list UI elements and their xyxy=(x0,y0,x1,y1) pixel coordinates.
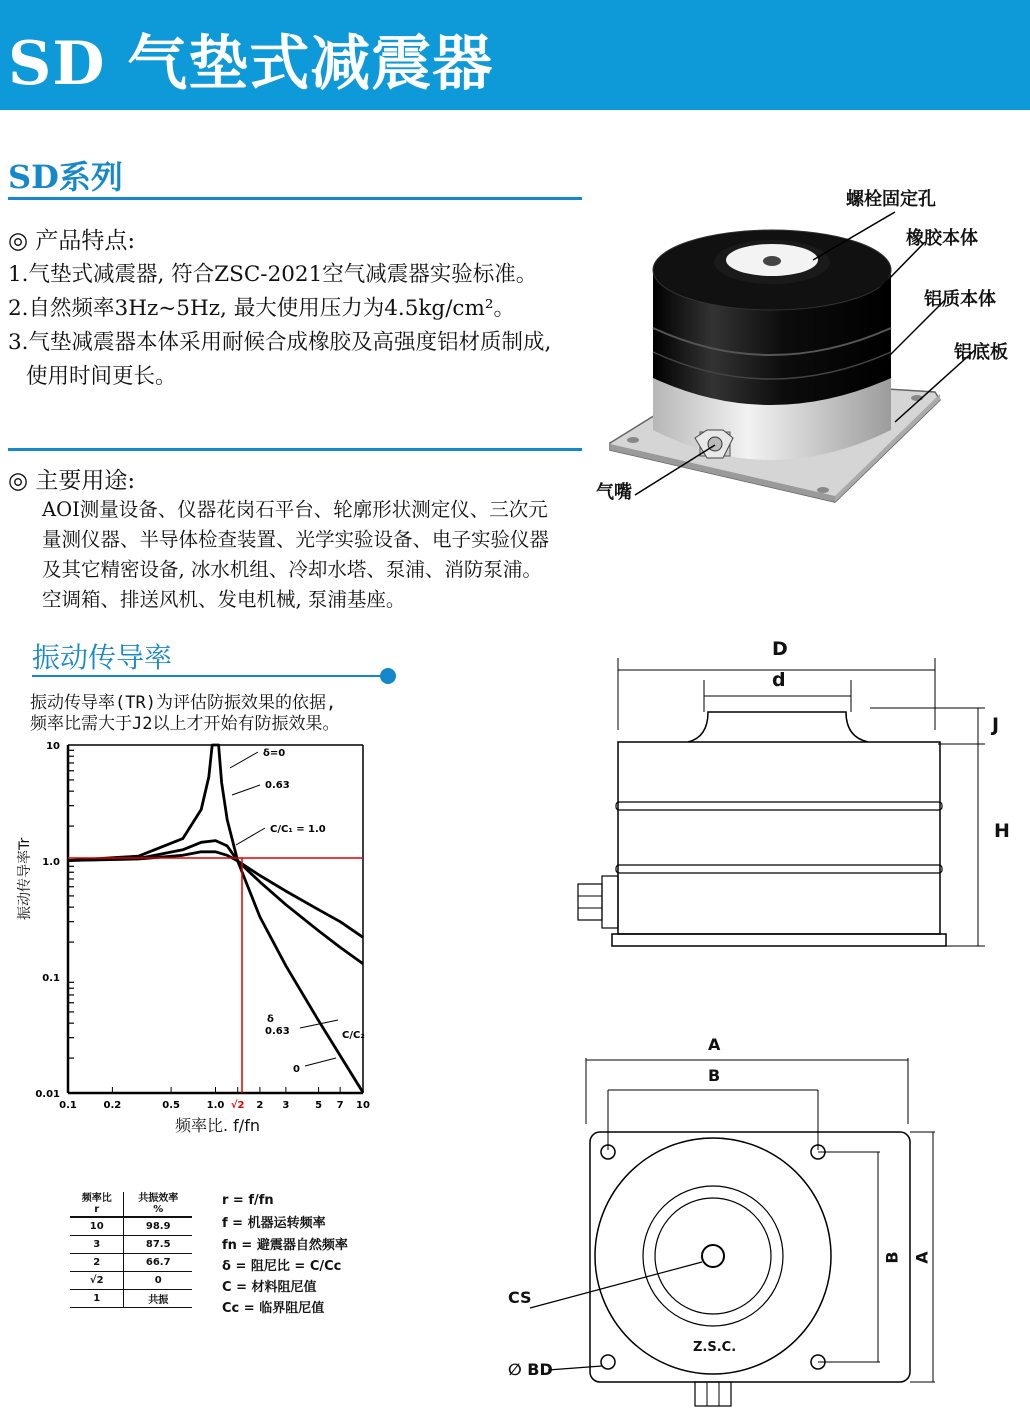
annot-cc2: C/C₂ xyxy=(342,1030,365,1041)
callout-rubber-body: 橡胶本体 xyxy=(906,228,978,249)
legend-line: fn = 避震器自然频率 xyxy=(222,1238,348,1253)
y-tick-label: 0.1 xyxy=(42,973,60,984)
dim-A-top: A xyxy=(708,1035,721,1054)
tr-table xyxy=(70,1192,192,1308)
y-axis-label: 振动传导率Tr xyxy=(17,837,33,920)
table-row xyxy=(70,1217,192,1236)
side-view-drawing xyxy=(570,640,1020,960)
table-row xyxy=(70,1272,192,1290)
feature-item: 1.气垫式减震器, 符合ZSC-2021空气减震器实验标准。 xyxy=(8,262,538,287)
series-title: SD系列 xyxy=(8,158,123,196)
annot-063b: 0.63 xyxy=(265,1026,290,1037)
table-cell: 1 xyxy=(70,1290,124,1308)
header-banner xyxy=(0,0,1030,110)
table-cell: 87.5 xyxy=(124,1236,192,1254)
table-header-row xyxy=(70,1192,192,1217)
y-tick-label: 1.0 xyxy=(42,857,60,868)
table-cell: 3 xyxy=(70,1236,124,1254)
x-tick-label: 10 xyxy=(356,1100,370,1111)
dim-B-top: B xyxy=(708,1066,721,1085)
annot-zero: 0 xyxy=(293,1064,300,1075)
feature-item: 使用时间更长。 xyxy=(26,364,177,389)
annot-063: 0.63 xyxy=(265,780,290,791)
dim-H: H xyxy=(994,820,1010,842)
dim-D: D xyxy=(772,638,788,660)
dim-A-side: A xyxy=(912,1251,932,1264)
table-row xyxy=(70,1290,192,1308)
annot-delta: δ xyxy=(267,1014,274,1025)
legend-line: δ = 阻尼比 = C/Cc xyxy=(222,1259,342,1274)
dim-CS: CS xyxy=(508,1288,532,1307)
table-cell: 98.9 xyxy=(124,1217,192,1236)
dim-J: J xyxy=(992,714,1000,736)
vibration-desc: 频率比需大于J2以上才开始有防振效果。 xyxy=(30,714,340,734)
leader xyxy=(236,828,265,845)
table-row xyxy=(70,1236,192,1254)
vibration-divider xyxy=(32,675,382,677)
table-cell: 0 xyxy=(124,1272,192,1290)
use-line: 空调箱、排送风机、发电机械, 泵浦基座。 xyxy=(42,588,406,611)
table-row xyxy=(70,1254,192,1272)
annot-cc1: C/C₁ = 1.0 xyxy=(270,824,326,835)
callout-bolt-hole: 螺栓固定孔 xyxy=(846,189,936,210)
features-title: ◎ 产品特点: xyxy=(8,228,136,254)
x-tick-label: 0.5 xyxy=(162,1100,180,1111)
x-tick-label: 0.1 xyxy=(59,1100,77,1111)
leader xyxy=(232,785,260,795)
page-title: SD 气垫式减震器 xyxy=(8,29,494,99)
x-tick-label: 1.0 xyxy=(206,1100,225,1111)
x-tick-label: 7 xyxy=(336,1100,344,1111)
feature-item: 3.气垫减震器本体采用耐候合成橡胶及高强度铝材质制成, xyxy=(8,330,552,355)
divider-dot xyxy=(380,668,396,684)
series-divider xyxy=(8,197,582,200)
table-header-cell: 共振效率 % xyxy=(124,1192,192,1217)
brand-mark: Z.S.C. xyxy=(693,1340,737,1355)
table-cell: 10 xyxy=(70,1217,124,1236)
x-tick-label: 0.2 xyxy=(103,1100,122,1111)
leader xyxy=(305,1058,336,1066)
legend-line: Cc = 临界阻尼值 xyxy=(222,1301,325,1316)
table-cell: 共振 xyxy=(124,1290,192,1308)
uses-title: ◎ 主要用途: xyxy=(8,468,136,494)
table-cell: 66.7 xyxy=(124,1254,192,1272)
x-tick-label: 3 xyxy=(282,1100,290,1111)
feature-item: 2.自然频率3Hz~5Hz, 最大使用压力为4.5kg/cm²。 xyxy=(8,296,515,321)
table-cell: 2 xyxy=(70,1254,124,1272)
table-cell: √2 xyxy=(70,1272,124,1290)
annot-delta0: δ=0 xyxy=(263,748,286,759)
legend-line: f = 机器运转频率 xyxy=(222,1216,326,1231)
vibration-title: 振动传导率 xyxy=(32,641,173,674)
leader xyxy=(230,752,258,768)
transmissibility-chart xyxy=(0,730,400,1140)
callout-aluminum-body: 铝质本体 xyxy=(924,289,996,310)
x-tick-label: 5 xyxy=(315,1100,323,1111)
use-line: 量测仪器、半导体检查装置、光学实验设备、电子实验仪器 xyxy=(42,528,550,551)
vibration-desc: 振动传导率(TR)为评估防振效果的依据, xyxy=(30,693,337,713)
legend-line: C = 材料阻尼值 xyxy=(222,1280,317,1295)
x-axis-label: 频率比. f/fn xyxy=(175,1116,260,1135)
series-line-0 xyxy=(68,745,363,1093)
x-tick-label: √2 xyxy=(230,1100,245,1111)
callout-aluminum-base: 铝底板 xyxy=(954,342,1008,363)
top-view-drawing xyxy=(490,1030,970,1414)
y-tick-label: 0.01 xyxy=(35,1089,60,1100)
dim-BD: ∅ BD xyxy=(508,1360,553,1379)
legend-line: r = f/fn xyxy=(222,1193,274,1208)
callout-air-nozzle: 气嘴 xyxy=(596,482,632,503)
dim-B-side: B xyxy=(882,1251,902,1264)
use-line: 及其它精密设备, 冰水机组、冷却水塔、泵浦、消防泵浦。 xyxy=(42,558,542,581)
dim-d: d xyxy=(772,669,786,691)
uses-divider xyxy=(8,448,582,451)
y-tick-label: 10 xyxy=(46,741,60,752)
x-tick-label: 2 xyxy=(256,1100,264,1111)
table-header-cell: 频率比 r xyxy=(70,1192,124,1217)
use-line: AOI测量设备、仪器花岗石平台、轮廓形状测定仪、三次元 xyxy=(42,498,548,521)
series-line-2 xyxy=(68,852,363,938)
